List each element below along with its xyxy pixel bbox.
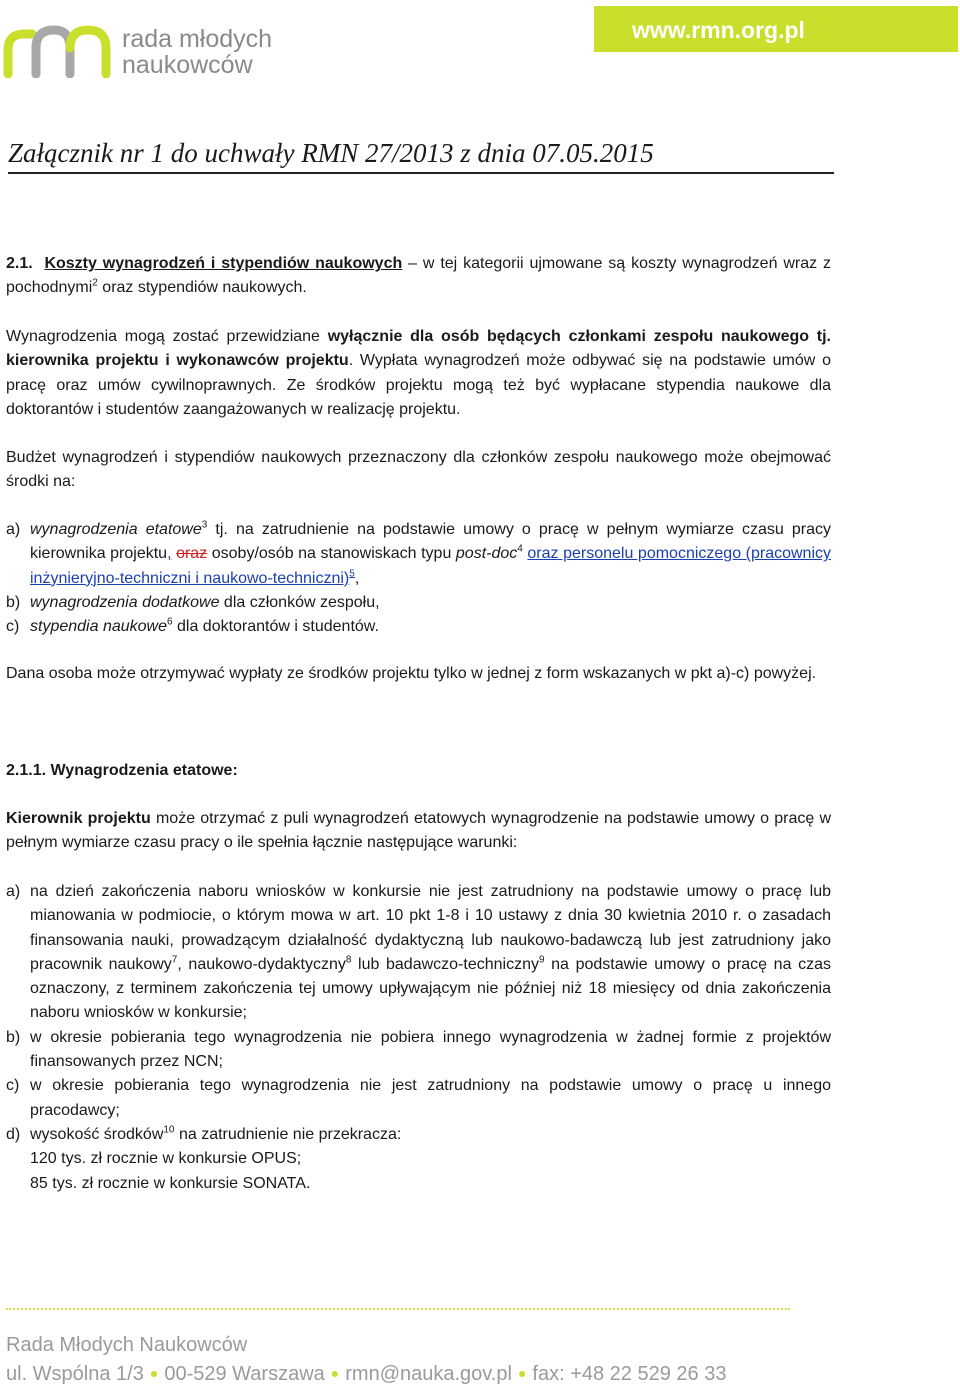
list-item — [6, 1026, 831, 1075]
footer-divider — [6, 1308, 790, 1310]
logo-mark-icon — [2, 20, 112, 78]
cond-a-text-2: , naukowo-dydaktyczny — [177, 955, 346, 973]
item-a-term-2: post-doc — [455, 545, 518, 563]
item-c-text: dla doktorantów i studentów. — [172, 618, 379, 636]
wages-text-c: . Wypłata wynagrodzeń może odbywać się na podstawie umów o pracę oraz umów cywilnoprawnych. Ze środków projektu mogą też być wypłacane stypendia naukowe dla doktorantów i studentów zaangażowanych w realizację projektu. — [6, 352, 831, 418]
logo-line-2: naukowców — [122, 51, 253, 79]
wages-text-bold: wyłącznie dla osób będących członkami zespołu naukowego tj. kierownika projektu i wykonawców projektu — [6, 328, 831, 370]
list-item — [6, 615, 831, 639]
single-form-text: Dana osoba może otrzymywać wypłaty ze środków projektu tylko w jednej z form wskazanych w pkt a)-c) powyżej. — [6, 665, 817, 682]
limit-sonata: 85 tys. zł rocznie w konkursie SONATA. — [30, 1174, 311, 1192]
pi-paragraph — [6, 807, 831, 856]
cond-a-text-3: lub badawczo-techniczny — [351, 955, 539, 973]
list-marker: d) — [6, 1125, 21, 1143]
title-divider — [8, 172, 834, 174]
item-a-term: wynagrodzenia etatowe — [30, 521, 202, 538]
bullet-icon: ● — [330, 1365, 340, 1381]
logo-line-1: rada młodych — [122, 25, 273, 53]
item-a-text: tj. na zatrudnienie na podstawie umowy o pracę w pełnym wymiarze czasu pracy kierownika projektu — [30, 521, 832, 563]
wages-text-a: Wynagrodzenia mogą zostać przewidziane — [6, 328, 328, 345]
footer-email[interactable]: rmn@nauka.gov.pl — [345, 1363, 512, 1385]
list-marker: c) — [6, 618, 20, 636]
section-number: 2.1. — [6, 255, 33, 272]
bullet-icon: ● — [517, 1365, 527, 1381]
footer-city: 00-529 Warszawa — [164, 1363, 325, 1385]
pi-term: Kierownik projektu — [6, 810, 151, 827]
list-item — [6, 518, 831, 591]
list-marker: c) — [6, 1077, 20, 1095]
cond-b-text: w okresie pobierania tego wynagrodzenia nie pobiera innego wynagrodzenia w żadnej formie z projektów finansowanych przez NCN; — [30, 1028, 831, 1071]
document-title: Załącznik nr 1 do uchwały RMN 27/2013 z dnia 07.05.2015 — [8, 138, 654, 168]
cond-a-text: na dzień zakończenia naboru wniosków w konkursie nie jest zatrudniony na podstawie umowy o pracę lub mianowania w podmiocie, o którym mowa w art. 10 pkt 1-8 i 10 ustawy z dnia 30 kwietnia 2010 r. o zasadach finansowania nauki, prowadzącym działalność dydaktyczną lub naukowo-badawczą lub jest zatrudniony jako pracownik naukowy — [30, 883, 831, 973]
footnote-ref: 5 — [349, 568, 355, 580]
list-item — [6, 591, 831, 615]
footer-address — [6, 1361, 726, 1386]
item-a-end: , — [354, 569, 360, 587]
website-url[interactable]: www.rmn.org.pl — [632, 17, 805, 43]
footnote-ref: 9 — [538, 954, 545, 966]
list-marker: b) — [6, 593, 21, 611]
item-a-text-2: osoby/osób na stanowiskach typu — [207, 545, 456, 563]
footer-street: ul. Wspólna 1/3 — [6, 1363, 144, 1385]
item-b-term: wynagrodzenia dodatkowe — [30, 593, 220, 611]
inserted-comma: , — [167, 545, 172, 563]
list-marker: b) — [6, 1028, 21, 1046]
list-item — [6, 1123, 831, 1147]
footer-organization: Rada Młodych Naukowców — [6, 1334, 248, 1356]
budget-text: Budżet wynagrodzeń i stypendiów naukowych przeznaczony dla członków zespołu naukowego może obejmować środki na: — [6, 449, 831, 491]
wages-paragraph — [6, 325, 831, 422]
footnote-ref: 10 — [163, 1124, 175, 1136]
budget-list — [6, 518, 831, 639]
footnote-ref: 2 — [92, 277, 98, 289]
footnote-ref: 8 — [345, 954, 352, 966]
cond-d-text-2: na zatrudnienie nie przekracza: — [174, 1125, 402, 1143]
footnote-ref: 4 — [517, 543, 523, 555]
cond-a-text-4: na podstawie umowy o pracę na czas oznaczony, z terminem zakończenia tej umowy upływającym nie później niż 18 miesięcy od dnia zakończenia naboru wniosków w konkursie; — [30, 955, 831, 1022]
conditions-list — [6, 880, 831, 1196]
footnote-ref: 6 — [166, 616, 173, 628]
footnote-ref: 3 — [201, 519, 208, 531]
cond-d-text: wysokość środków — [30, 1125, 164, 1143]
list-marker: a) — [6, 521, 21, 538]
list-item — [6, 1074, 831, 1123]
footer-fax: fax: +48 22 529 26 33 — [532, 1363, 727, 1385]
section-heading: Koszty wynagrodzeń i stypendiów naukowych — [44, 255, 403, 272]
inserted-text: oraz personelu pomocniczego (pracownicy inżynieryjno-techniczni i naukowo-techniczni) — [30, 545, 831, 587]
section-intro-text-end: oraz stypendiów naukowych. — [97, 279, 307, 297]
bullet-icon: ● — [149, 1365, 159, 1381]
pi-text: może otrzymać z puli wynagrodzeń etatowych wynagrodzenie na podstawie umowy o pracę w pełnym wymiarze czasu pracy o ile spełnia łącznie następujące warunki: — [6, 810, 831, 852]
section-intro-text: – w tej kategorii ujmowane są koszty wynagrodzeń wraz z pochodnymi — [6, 255, 832, 297]
section-2-1-paragraph — [6, 252, 831, 301]
cond-c-text: w okresie pobierania tego wynagrodzenia nie jest zatrudniony na podstawie umowy o pracę u innego pracodawcy; — [30, 1077, 831, 1119]
item-c-term: stypendia naukowe — [30, 618, 167, 636]
footnote-ref: 7 — [171, 954, 178, 966]
limit-opus: 120 tys. zł rocznie w konkursie OPUS; — [30, 1150, 302, 1168]
list-item — [6, 880, 831, 1026]
deleted-word: oraz — [176, 545, 208, 563]
subsection-heading: 2.1.1. Wynagrodzenia etatowe: — [6, 762, 238, 779]
single-form-paragraph — [6, 662, 831, 686]
list-marker: a) — [6, 883, 21, 900]
budget-paragraph — [6, 446, 831, 495]
item-b-text: dla członków zespołu, — [219, 593, 380, 611]
logo-wordmark — [122, 26, 272, 78]
